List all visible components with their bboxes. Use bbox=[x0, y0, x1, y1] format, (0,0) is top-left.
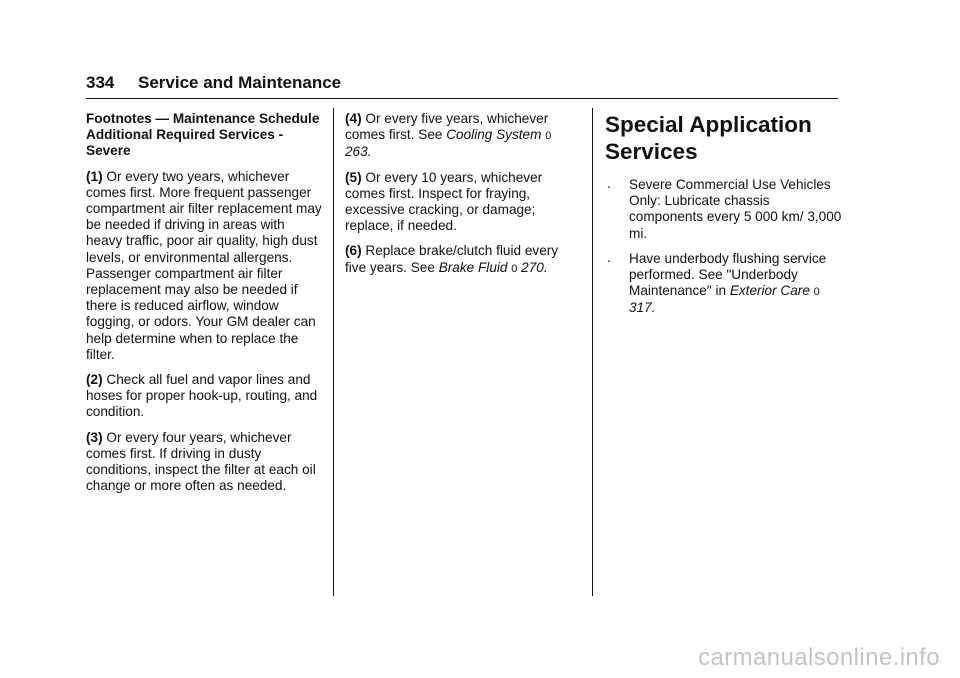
footnotes-heading: Footnotes — Maintenance Schedule Additional Required Services - Severe bbox=[86, 111, 320, 159]
column-divider-1 bbox=[333, 108, 334, 596]
footnote-number: (6) bbox=[345, 243, 362, 259]
page-ref[interactable]: 317 bbox=[629, 300, 652, 316]
cooling-system-link[interactable]: Cooling System bbox=[446, 127, 542, 143]
footnote-number: (5) bbox=[345, 169, 362, 185]
page-ref[interactable]: 263 bbox=[345, 144, 368, 160]
footnote-text: Or every two years, whichever comes first. More frequent passenger compartment air filter replacement may be needed if driving in areas with heavy traffic, poor air quality, high dust levels, or environmental allergens. Passenger compartment air filter replacement may also be needed if there is reduced airflow, window fogging, or odors. Your GM dealer can help determine when to replace the filter. bbox=[86, 168, 322, 362]
footnote-number: (4) bbox=[345, 111, 362, 126]
footnote-3 bbox=[86, 430, 324, 495]
column-footnotes bbox=[86, 111, 324, 503]
bullet-item bbox=[605, 251, 845, 317]
page-ref-arrow-icon: 0 bbox=[511, 262, 518, 275]
footnote-4 bbox=[345, 111, 580, 161]
column-divider-2 bbox=[592, 108, 593, 596]
period: . bbox=[367, 144, 372, 160]
footnote-6 bbox=[345, 243, 580, 276]
bullet-icon: . bbox=[607, 176, 611, 191]
section-title: Service and Maintenance bbox=[138, 73, 342, 92]
page-ref-arrow-icon: 0 bbox=[813, 286, 820, 299]
period: . bbox=[651, 300, 656, 316]
special-application-heading: Special Application Services bbox=[605, 112, 812, 164]
column-footnotes-continued bbox=[345, 111, 580, 286]
bullet-text: Have underbody flushing service performed. See "Underbody Maintenance" in bbox=[629, 250, 827, 299]
watermark: carmanualsonline.info bbox=[698, 644, 940, 671]
header-rule bbox=[86, 98, 838, 99]
bullet-item bbox=[605, 177, 845, 242]
footnote-text: Check all fuel and vapor lines and hoses for proper hook-up, routing, and condition. bbox=[86, 372, 318, 420]
page-ref[interactable]: 270 bbox=[521, 259, 544, 275]
bullet-icon: . bbox=[607, 249, 611, 265]
footnote-2 bbox=[86, 372, 324, 421]
column-special-services bbox=[605, 111, 845, 326]
brake-fluid-link[interactable]: Brake Fluid bbox=[438, 259, 508, 275]
footnote-text: Or every five years, whichever comes first. See bbox=[345, 111, 549, 143]
exterior-care-link[interactable]: Exterior Care bbox=[729, 283, 810, 299]
period: . bbox=[543, 259, 548, 275]
footnote-number: (3) bbox=[86, 429, 103, 445]
footnote-number: (2) bbox=[86, 372, 103, 388]
bullet-text: Severe Commercial Use Vehicles Only: Lubricate chassis components every 5 000 km/ 3,000 mi. bbox=[629, 177, 842, 241]
footnote-1 bbox=[86, 169, 324, 363]
footnote-5 bbox=[345, 170, 580, 235]
footnote-number: (1) bbox=[86, 168, 103, 184]
footnote-text: Replace brake/clutch fluid every five years. See bbox=[345, 243, 559, 275]
footnote-text: Or every 10 years, whichever comes first. Inspect for fraying, excessive cracking, or damage; replace, if needed. bbox=[345, 169, 543, 234]
page-header bbox=[86, 70, 838, 100]
page-number: 334 bbox=[86, 73, 115, 92]
page-ref-arrow-icon: 0 bbox=[545, 130, 552, 143]
footnote-text: Or every four years, whichever comes first. If driving in dusty conditions, inspect the filter at each oil change or more often as needed. bbox=[86, 429, 316, 494]
